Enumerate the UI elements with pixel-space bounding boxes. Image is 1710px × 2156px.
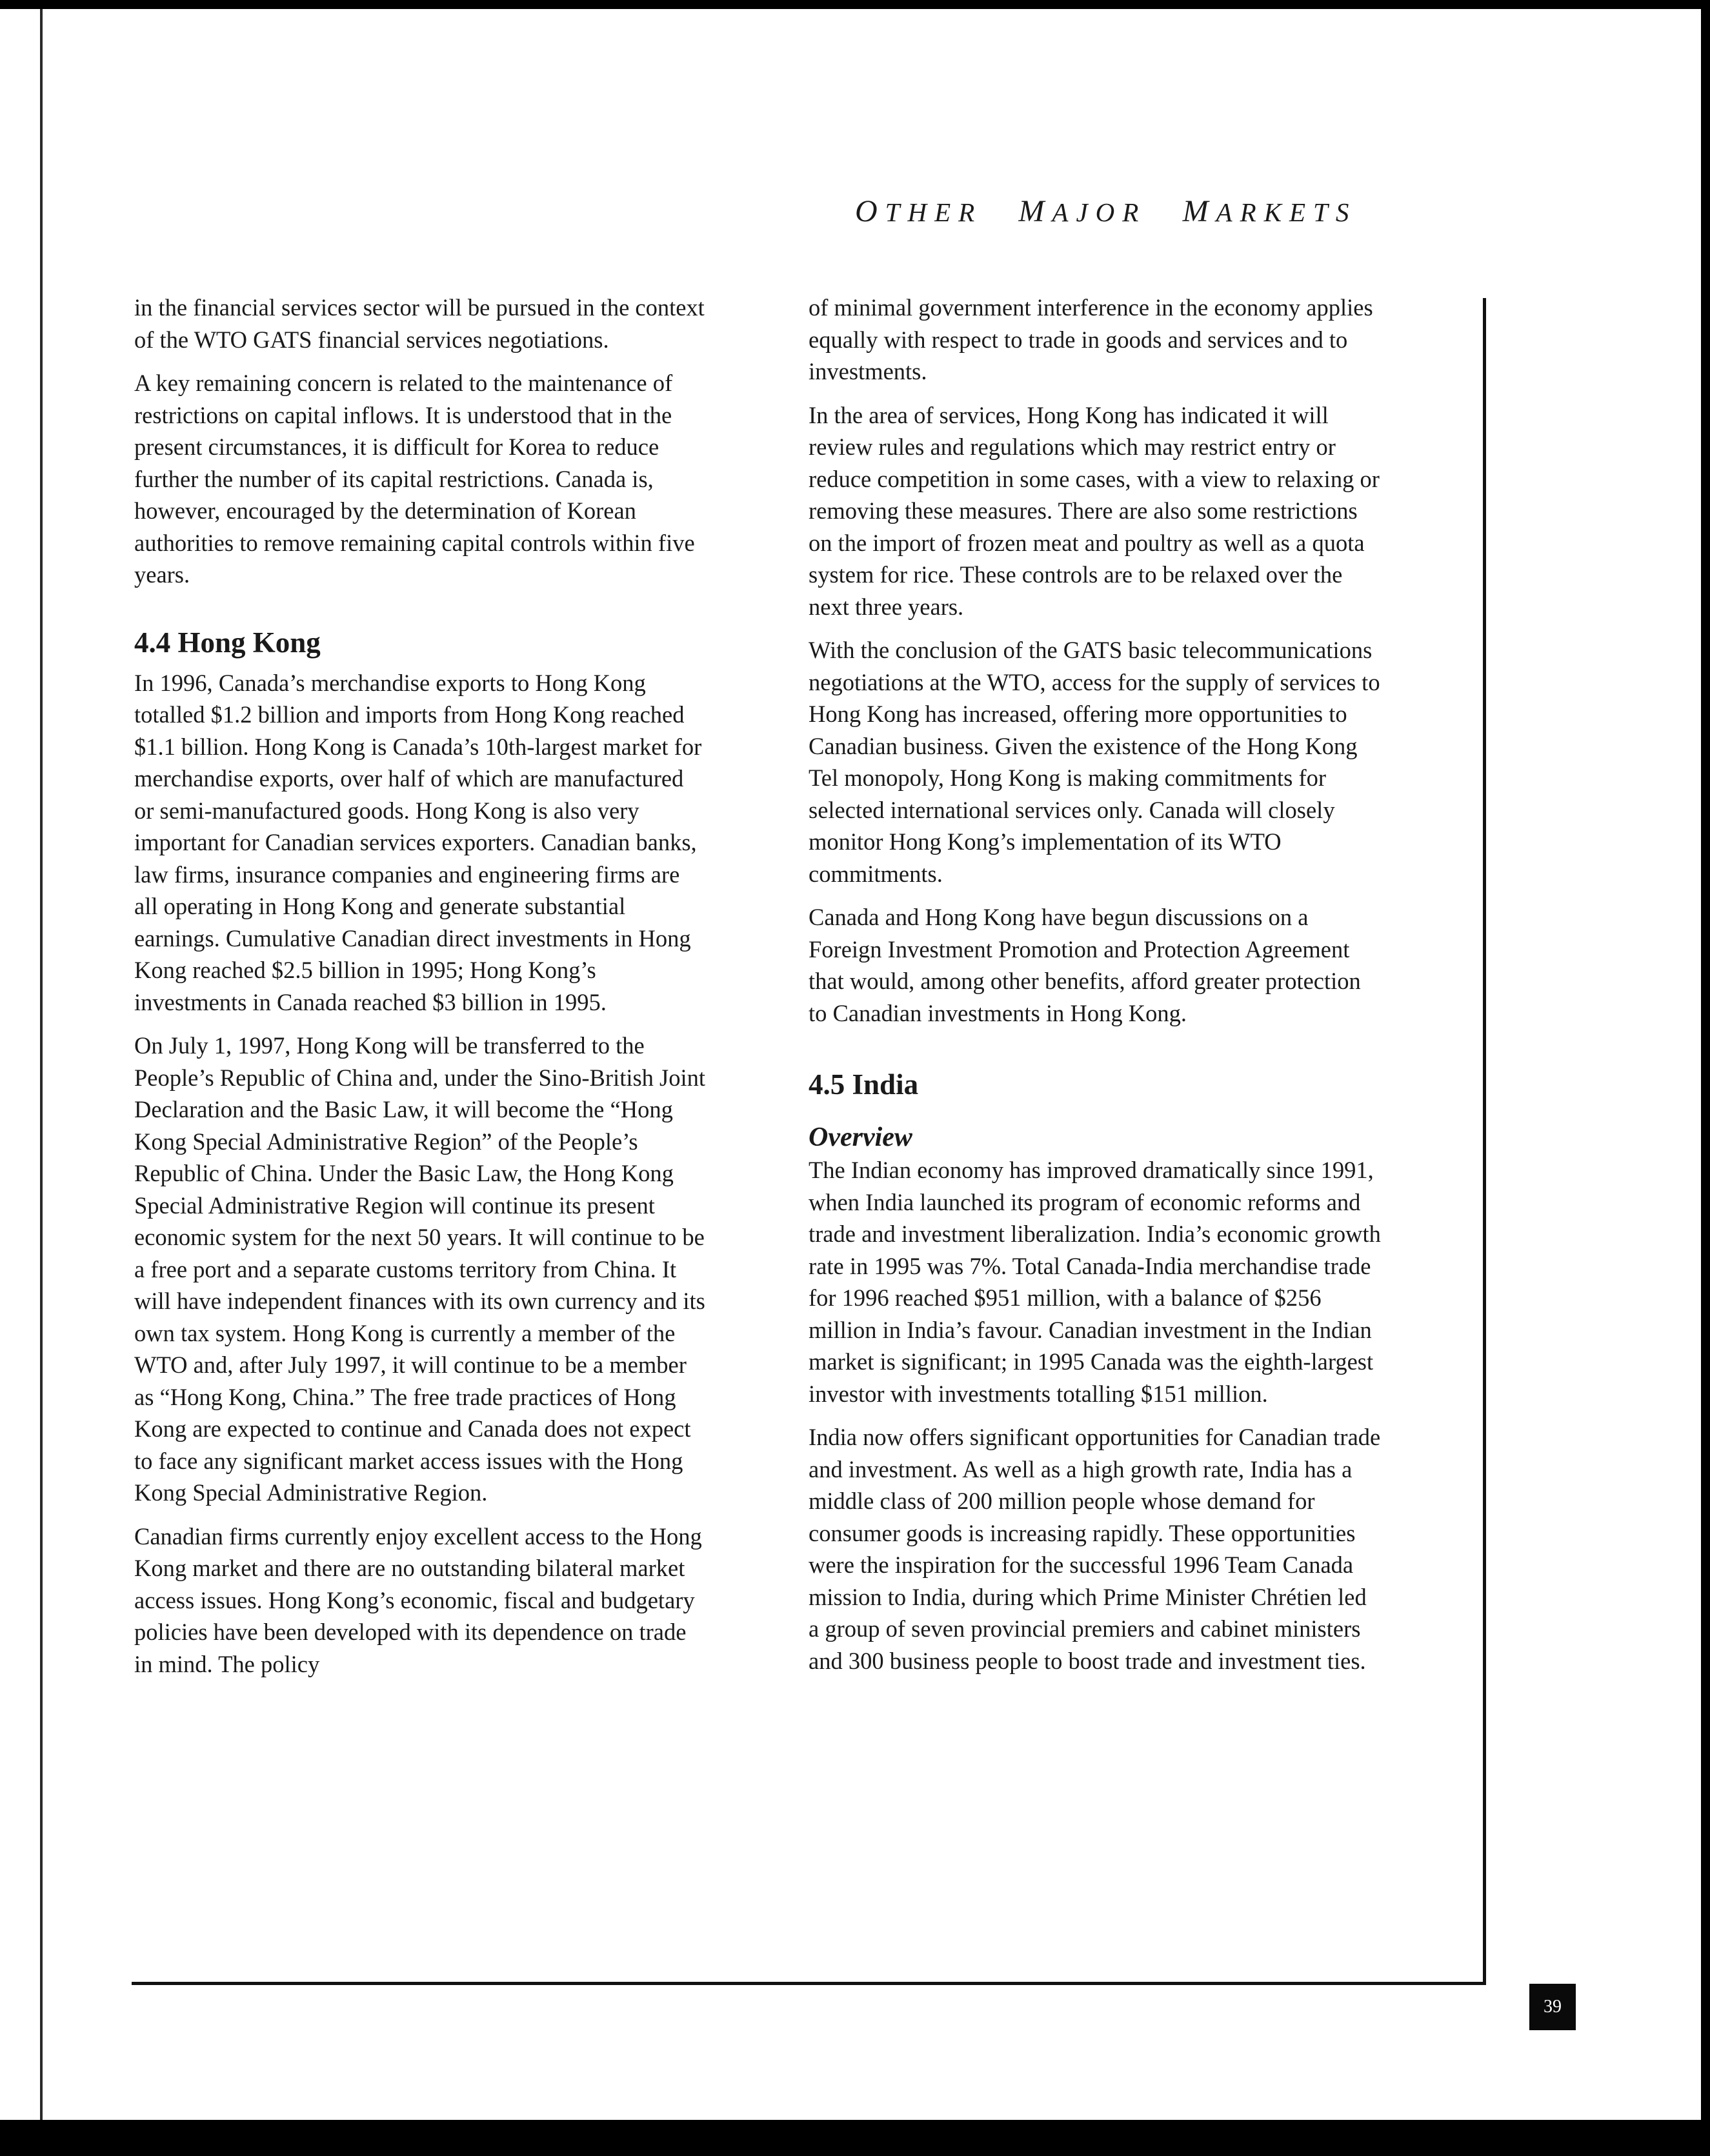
scan-border-right [1701,9,1710,2120]
running-head-word: MAJOR [1018,194,1147,228]
running-head-word: OTHER [855,194,983,228]
page-number: 39 [1529,1984,1576,2030]
paragraph: of minimal government interference in the economy applies equally with respect to trade in goods and services and to investments. [809,294,1373,384]
paragraph: Canada and Hong Kong have begun discussions on a Foreign Investment Promotion and Protection Agreement that would, among other benefits, afford greater protection to Canadian investments in Hong Kong. [809,904,1361,1026]
horizontal-rule [132,1982,1486,1985]
scan-border-left [40,9,43,2120]
paragraph: With the conclusion of the GATS basic telecommunications negotiations at the WTO, access for the supply of services to Hong Kong has increased, offering more opportunities to Canadian business. Given the existence of the Hong Kong Tel monopoly, Hong Kong is making commitments for selected international services only. Canada will closely monitor Hong Kong’s implementation of its WTO commitments. [809,637,1380,887]
paragraph: In the area of services, Hong Kong has indicated it will review rules and regulations which may restrict entry or reduce competition in some cases, with a view to relaxing or removing these measures. There are also some restrictions on the import of frozen meat and poultry as well as a quota system for rice. These controls are to be relaxed over the next three years. [809,401,1380,620]
paragraph: The Indian economy has improved dramatically since 1991, when India launched its program of economic reforms and trade and investment liberalization. India’s economic growth rate in 1995 was 7%. Total Canada-India merchandise trade for 1996 reached $951 million, with a balance of $256 million in India’s favour. Canadian investment in the Indian market is significant; in 1995 Canada was the eighth-largest investor with investments totalling $151 million. [809,1157,1381,1407]
section-heading-hong-kong: 4.4 Hong Kong [134,626,321,659]
paragraph: A key remaining concern is related to the maintenance of restrictions on capital inflows. It is understood that in the present circumstances, it is difficult for Korea to reduce further the number of its capital restrictions. Canada is, however, encouraged by the determination of Korean authorities to remove remaining capital controls within five years. [134,370,695,588]
running-head-word: MARKETS [1182,194,1357,228]
scan-border-top [0,0,1710,9]
vertical-rule [1483,298,1486,1984]
subheading-overview: Overview [809,1123,912,1152]
left-column [134,292,709,1692]
paragraph: In 1996, Canada’s merchandise exports to Hong Kong totalled $1.2 billion and imports from Hong Kong reached $1.1 billion. Hong Kong is Canada’s 10th-largest market for merchandise exports, over half of which are manufactured or semi-manufactured goods. Hong Kong is also very important for Canadian services exporters. Canadian banks, law firms, insurance companies and engineering firms are all operating in Hong Kong and generate substantial earnings. Cumulative Canadian direct investments in Hong Kong reached $2.5 billion in 1995; Hong Kong’s investments in Canada reached $3 billion in 1995. [134,669,702,1015]
paragraph: Canadian firms currently enjoy excellent access to the Hong Kong market and there are no outstanding bilateral market access issues. Hong Kong’s economic, fiscal and budgetary policies have been developed with its dependence on trade in mind. The policy [134,1522,702,1677]
paragraph: On July 1, 1997, Hong Kong will be transferred to the People’s Republic of China and, under the Sino-British Joint Declaration and the Basic Law, it will become the “Hong Kong Special Administrative Region” of the People’s Republic of China. Under the Basic Law, the Hong Kong Special Administrative Region will continue its present economic system for the next 50 years. It will continue to be a free port and a separate customs territory from China. It will have independent finances with its own currency and its own tax system. Hong Kong is currently a member of the WTO and, after July 1997, it will continue to be a member as “Hong Kong, China.” The free trade practices of Hong Kong are expected to continue and Canada does not expect to face any significant market access issues with the Hong Kong Special Administrative Region. [134,1032,706,1506]
paragraph: India now offers significant opportunities for Canadian trade and investment. As well as a high growth rate, India has a middle class of 200 million people whose demand for consumer goods is increasing rapidly. These opportunities were the inspiration for the successful 1996 Team Canada mission to India, during which Prime Minister Chrétien led a group of seven provincial premiers and cabinet ministers and 300 business people to boost trade and investment ties. [809,1424,1381,1674]
paragraph: in the financial services sector will be pursued in the context of the WTO GATS financial services negotiations. [134,294,705,353]
section-heading-india: 4.5 India [809,1068,919,1101]
running-head [855,194,1500,229]
scan-border-bottom [0,2120,1710,2156]
right-column [809,292,1383,1688]
